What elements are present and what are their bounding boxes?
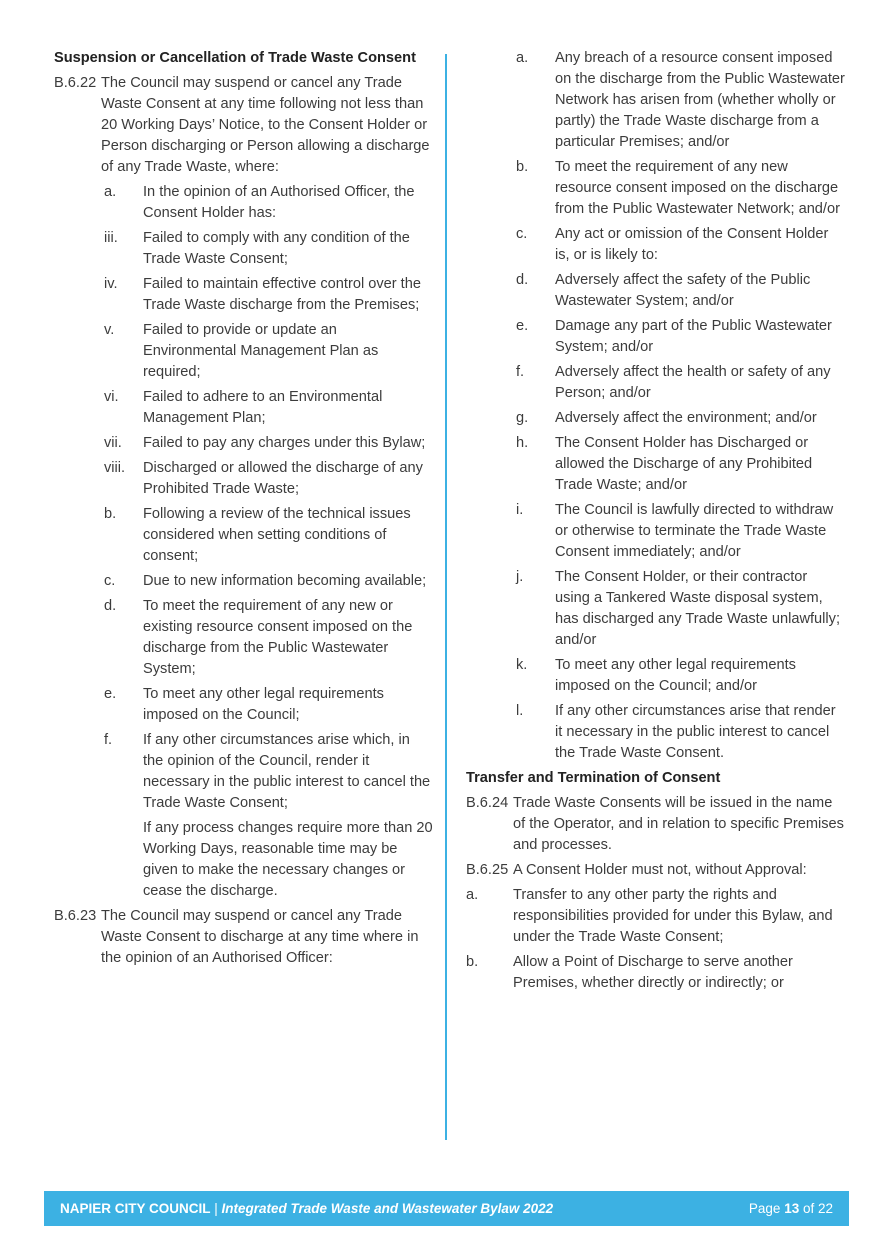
list-text: The Consent Holder has Discharged or allowed the Discharge of any Prohibited Trade Waste; and/or [555,435,813,493]
list-text: Failed to maintain effective control over the Trade Waste discharge from the Premises; [143,276,421,313]
list-item [466,157,846,220]
list-item [466,362,846,404]
section-heading-transfer: Transfer and Termination of Consent [466,770,721,786]
list-text: Damage any part of the Public Wastewater System; and/or [555,318,832,355]
list-item [54,228,434,270]
list-text: If any other circumstances arise which, in the opinion of the Council, render it necessary in the public interest to cancel the Trade Waste Consent; [143,732,431,811]
current-page: 13 [784,1201,800,1216]
page-label: Page [748,1201,785,1216]
list-marker: vii. [104,435,122,451]
clause-b623 [54,906,434,969]
clause-b625 [466,860,846,881]
list-item [466,500,846,563]
list-marker: i. [516,502,524,518]
list-item [466,316,846,358]
page-total: of 22 [799,1201,833,1216]
list-marker: b. [466,954,479,970]
clause-note: If any process changes require more than 20 Working Days, reasonable time may be given to make the necessary changes or cease the discharge. [143,820,433,899]
document-title: Integrated Trade Waste and Wastewater Bylaw 2022 [221,1201,554,1216]
clause-number: B.6.23 [54,908,97,924]
section-heading-suspension: Suspension or Cancellation of Trade Waste Consent [54,50,416,66]
list-item [54,571,434,592]
list-marker: a. [516,50,529,66]
list-marker: f. [516,364,525,380]
list-marker: a. [466,887,479,903]
clause-text: Trade Waste Consents will be issued in the name of the Operator, and in relation to specific Premises and processes. [513,795,844,853]
list-text: Failed to adhere to an Environmental Management Plan; [143,389,383,426]
list-text: To meet the requirement of any new or existing resource consent imposed on the discharge from the Public Wastewater System; [143,598,413,677]
clause-text: The Council may suspend or cancel any Trade Waste Consent to discharge at any time where in the opinion of an Authorised Officer: [101,908,419,966]
list-text: Discharged or allowed the discharge of any Prohibited Trade Waste; [143,460,423,497]
list-text: To meet any other legal requirements imposed on the Council; and/or [555,657,796,694]
list-item [54,458,434,500]
list-text: To meet any other legal requirements imposed on the Council; [143,686,384,723]
list-item [466,48,846,153]
list-marker: k. [516,657,528,673]
clause-b622 [54,73,434,178]
list-text: Due to new information becoming available; [143,573,427,589]
list-marker: iii. [104,230,118,246]
list-marker: d. [516,272,529,288]
clause-number: B.6.25 [466,862,509,878]
list-text: Adversely affect the environment; and/or [555,410,817,426]
list-item [54,684,434,726]
list-text: Adversely affect the safety of the Public Wastewater System; and/or [555,272,811,309]
clause-number: B.6.22 [54,75,97,91]
list-item [54,320,434,383]
list-text: Transfer to any other party the rights and responsibilities provided for under this Bylaw, and under the Trade Waste Consent; [513,887,833,945]
list-text: Any act or omission of the Consent Holder is, or is likely to: [555,226,829,263]
list-marker: d. [104,598,117,614]
list-text: Failed to provide or update an Environmental Management Plan as required; [143,322,379,380]
list-item [466,655,846,697]
list-marker: e. [516,318,529,334]
list-marker: iv. [104,276,118,292]
list-marker: g. [516,410,529,426]
list-item [466,952,846,994]
list-text: If any other circumstances arise that render it necessary in the public interest to cancel the Trade Waste Consent. [555,703,836,761]
right-column [466,48,846,998]
list-item [54,730,434,814]
footer-title [60,1191,553,1226]
left-column [54,48,434,973]
list-marker: a. [104,184,117,200]
list-item [54,182,434,224]
list-text: The Council is lawfully directed to withdraw or otherwise to terminate the Trade Waste Consent immediately; and/or [555,502,834,560]
list-text: Failed to pay any charges under this Bylaw; [143,435,426,451]
list-item [54,387,434,429]
list-item [54,596,434,680]
list-marker: h. [516,435,529,451]
list-item [466,408,846,429]
list-item [466,701,846,764]
list-item [54,504,434,567]
clause-text: The Council may suspend or cancel any Trade Waste Consent at any time following not less than 20 Working Days’ Notice, to the Consent Holder or Person discharging or Person allowing a discharge of any Trade Waste, where: [101,75,430,175]
page-number [749,1191,833,1226]
list-marker: b. [516,159,529,175]
clause-number: B.6.24 [466,795,509,811]
column-divider [445,54,447,1140]
list-text: Failed to comply with any condition of the Trade Waste Consent; [143,230,410,267]
list-item [466,885,846,948]
list-item [54,274,434,316]
list-text: To meet the requirement of any new resource consent imposed on the discharge from the Public Wastewater Network; and/or [555,159,840,217]
list-text: Allow a Point of Discharge to serve another Premises, whether directly or indirectly; or [513,954,793,991]
page-footer [44,1191,849,1226]
list-item [466,433,846,496]
list-marker: vi. [104,389,119,405]
list-item [466,567,846,651]
footer-separator: | [210,1201,222,1216]
list-item [54,433,434,454]
clause-b624 [466,793,846,856]
list-text: Any breach of a resource consent imposed on the discharge from the Public Wastewater Network has arisen from (whether wholly or partly) the Trade Waste discharge from a particular Premises; and/or [555,50,845,150]
list-marker: c. [516,226,528,242]
list-marker: j. [516,569,524,585]
list-marker: c. [104,573,116,589]
clause-text: A Consent Holder must not, without Approval: [513,862,807,878]
list-text: In the opinion of an Authorised Officer, the Consent Holder has: [143,184,415,221]
list-text: Adversely affect the health or safety of any Person; and/or [555,364,831,401]
list-text: The Consent Holder, or their contractor using a Tankered Waste disposal system, has discharged any Trade Waste unlawfully; and/or [555,569,840,648]
list-marker: f. [104,732,113,748]
organisation-name: NAPIER CITY COUNCIL [60,1201,211,1216]
list-marker: l. [516,703,524,719]
list-marker: b. [104,506,117,522]
list-item [466,270,846,312]
list-text: Following a review of the technical issues considered when setting conditions of consent; [143,506,411,564]
list-marker: e. [104,686,117,702]
list-marker: v. [104,322,115,338]
list-item [466,224,846,266]
list-marker: viii. [104,460,126,476]
